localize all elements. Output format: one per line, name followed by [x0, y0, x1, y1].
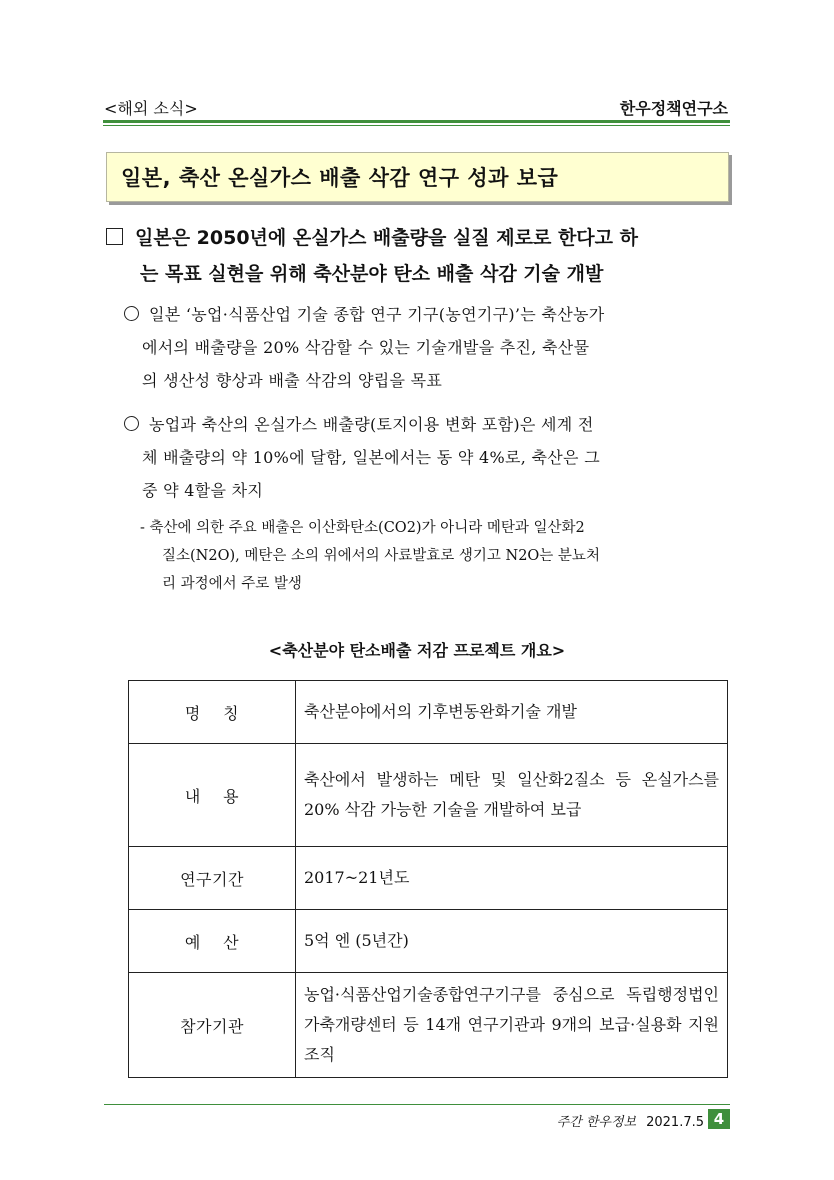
dash-note — [140, 514, 732, 598]
issue-date: 2021.7.5 — [646, 1115, 704, 1130]
sub-bullet — [124, 408, 732, 507]
sub-bullet-line: 체 배출량의 약 10%에 달함, 일본에서는 동 약 4%로, 축산은 그 — [142, 448, 600, 467]
dash-note-line: 리 과정에서 주로 발생 — [162, 576, 302, 592]
table-caption: <축산분야 탄소배출 저감 프로젝트 개요> — [268, 641, 566, 660]
project-overview-table — [128, 680, 728, 1078]
organization-name: 한우정책연구소 — [619, 99, 728, 118]
sub-bullet-line: 일본 ‘농업·식품산업 기술 종합 연구 기구(농연기구)’는 축산농가 — [149, 305, 605, 324]
table-value: 축산분야에서의 기후변동완화기술 개발 — [296, 681, 728, 744]
article-title: 일본, 축산 온실가스 배출 삭감 연구 성과 보급 — [106, 152, 729, 202]
sub-bullet-line: 에서의 배출량을 20% 삭감할 수 있는 기술개발을 추진, 축산물 — [142, 338, 590, 357]
circle-bullet-icon — [124, 416, 139, 431]
circle-bullet-icon — [124, 306, 139, 321]
sub-bullet-line: 농업과 축산의 온실가스 배출량(토지이용 변화 포함)은 세계 전 — [149, 415, 594, 434]
table-row — [129, 910, 728, 973]
publication-name: 주간 한우정보 — [556, 1115, 637, 1130]
table-value: 축산에서 발생하는 메탄 및 일산화2질소 등 온실가스를 20% 삭감 가능한 기술을 개발하여 보급 — [296, 744, 728, 847]
sub-bullet — [124, 298, 732, 397]
section-label: <해외 소식> — [104, 99, 198, 118]
footer-info — [557, 1111, 704, 1130]
table-key: 예 산 — [129, 910, 296, 973]
footer-divider — [104, 1104, 730, 1105]
table-value: 농업·식품산업기술종합연구기구를 중심으로 독립행정법인 가축개량센터 등 14개 연구기관과 9개의 보급·실용화 지원조직 — [296, 973, 728, 1078]
main-bullet-line-2: 는 목표 실현을 위해 축산분야 탄소 배출 삭감 기술 개발 — [140, 263, 604, 285]
table-key: 명 칭 — [129, 681, 296, 744]
main-bullet — [106, 220, 732, 292]
table-row — [129, 744, 728, 847]
square-bullet-icon — [106, 228, 123, 245]
dash-note-line: - 축산에 의한 주요 배출은 이산화탄소(CO2)가 아니라 메탄과 일산화2 — [140, 520, 585, 536]
main-bullet-line-1: 일본은 2050년에 온실가스 배출량을 실질 제로로 한다고 하 — [135, 227, 638, 249]
header-divider — [103, 120, 730, 123]
table-value: 5억 엔 (5년간) — [296, 910, 728, 973]
table-row — [129, 973, 728, 1078]
sub-bullet-line: 중 약 4할을 차지 — [142, 481, 264, 500]
table-key: 연구기간 — [129, 847, 296, 910]
header-divider-thin — [103, 125, 730, 126]
table-row — [129, 681, 728, 744]
table-key: 참가기관 — [129, 973, 296, 1078]
table-row — [129, 847, 728, 910]
dash-note-line: 질소(N2O), 메탄은 소의 위에서의 사료발효로 생기고 N2O는 분뇨처 — [162, 548, 600, 564]
table-key: 내 용 — [129, 744, 296, 847]
page-number: 4 — [708, 1109, 730, 1129]
table-value: 2017~21년도 — [296, 847, 728, 910]
sub-bullet-line: 의 생산성 향상과 배출 삭감의 양립을 목표 — [142, 371, 443, 390]
